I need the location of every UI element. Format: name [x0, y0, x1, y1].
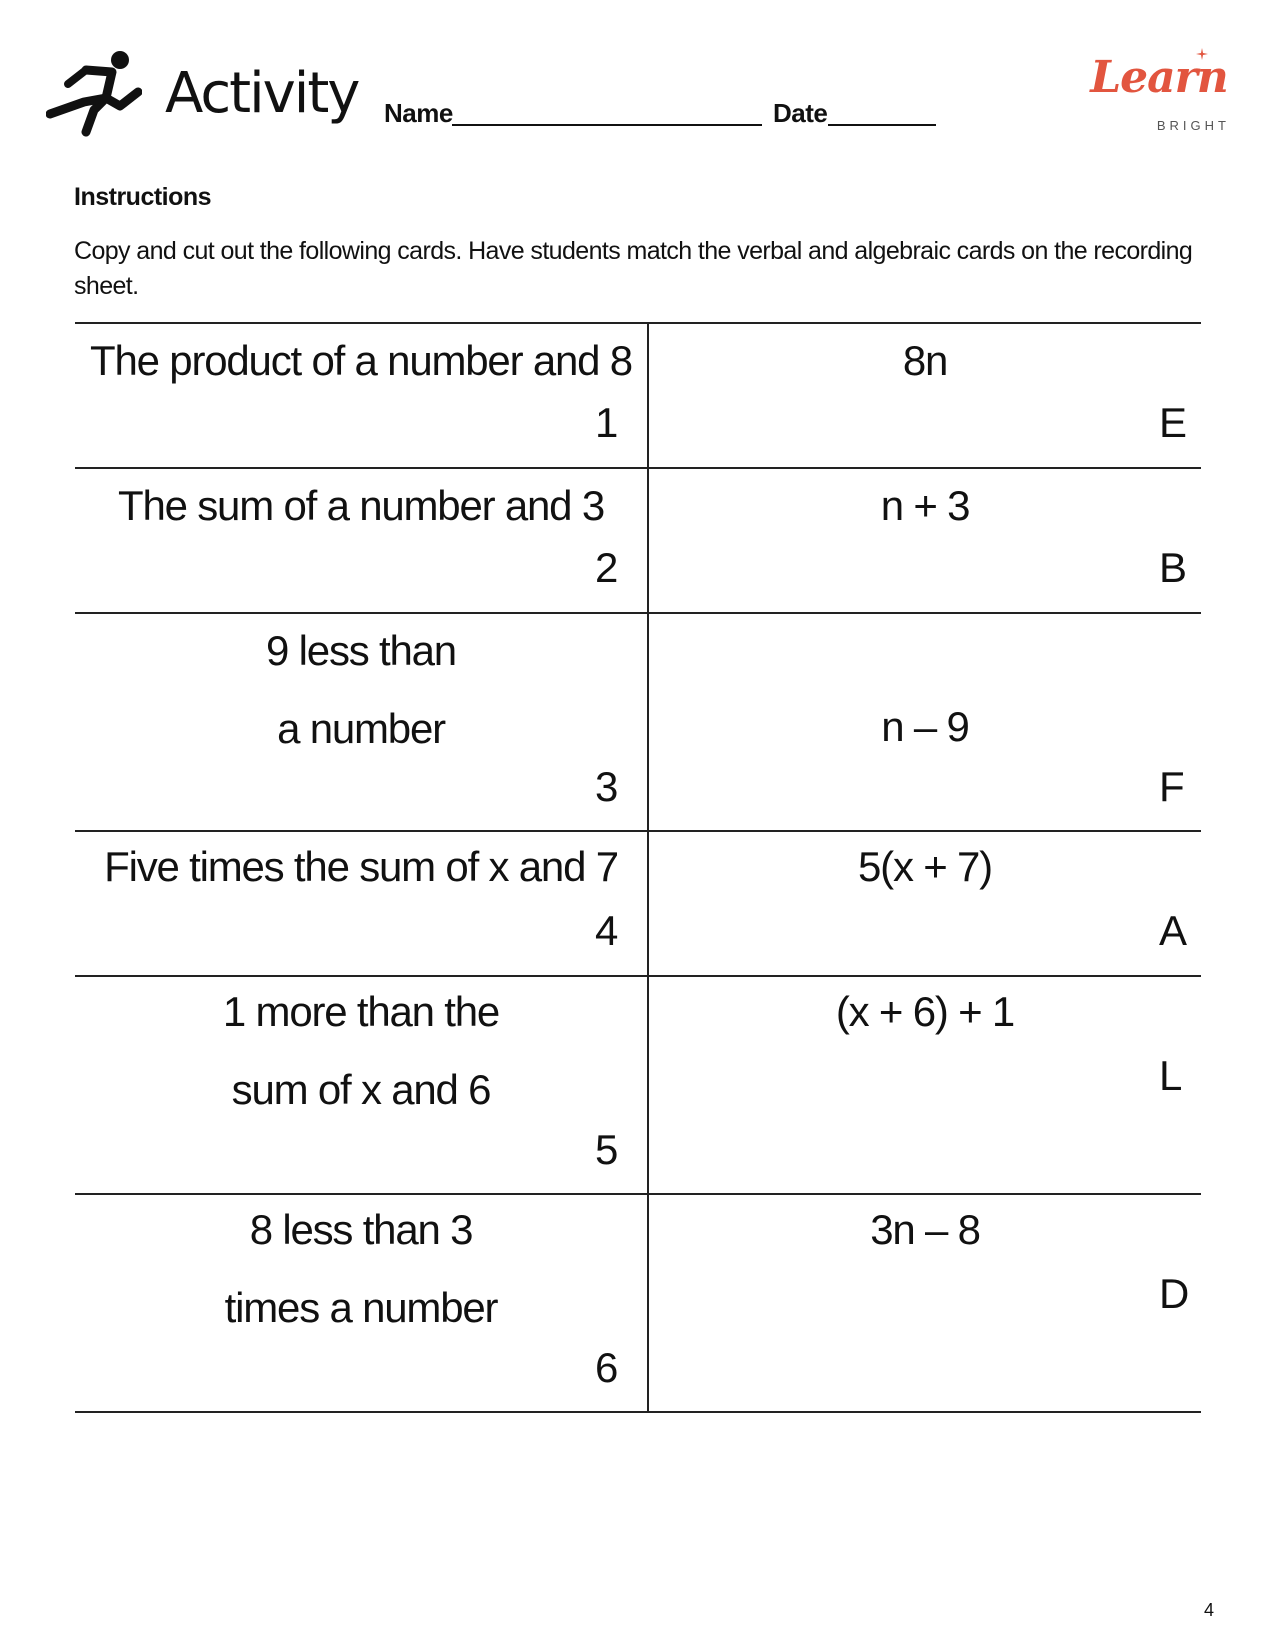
page-header	[0, 0, 1275, 150]
card-number: 2	[595, 544, 618, 591]
verbal-text: Five times the sum of x and 7	[104, 843, 618, 890]
algebraic-text: (x + 6) + 1	[835, 988, 1015, 1035]
verbal-card	[75, 832, 649, 975]
card-number: 3	[595, 763, 618, 810]
name-field[interactable]	[452, 124, 762, 126]
verbal-card	[75, 469, 649, 612]
date-label: Date	[773, 98, 828, 128]
verbal-text: 8 less than 3 times a number	[224, 1206, 498, 1331]
card-row	[75, 832, 1201, 977]
card-number: 4	[595, 907, 618, 954]
card-row	[75, 469, 1201, 614]
card-letter: F	[1159, 763, 1184, 810]
verbal-text: The sum of a number and 3	[118, 482, 604, 529]
verbal-card	[75, 1195, 649, 1411]
verbal-card	[75, 324, 649, 467]
algebraic-card	[649, 832, 1201, 975]
card-letter: L	[1159, 1052, 1182, 1099]
page-title: Activity	[165, 61, 359, 126]
card-number: 6	[595, 1344, 618, 1391]
running-person-icon	[46, 48, 142, 138]
verbal-text: 1 more than the sum of x and 6	[222, 988, 500, 1113]
algebraic-text: 8n	[902, 337, 948, 384]
algebraic-text: 3n – 8	[870, 1206, 980, 1253]
algebraic-card	[649, 469, 1201, 612]
verbal-text: The product of a number and 8	[90, 337, 632, 384]
algebraic-card	[649, 1195, 1201, 1411]
name-label: Name	[384, 98, 453, 128]
card-letter: A	[1159, 907, 1187, 954]
card-row	[75, 324, 1201, 469]
algebraic-card	[649, 977, 1201, 1193]
verbal-card	[75, 977, 649, 1193]
card-row	[75, 977, 1201, 1195]
card-letter: E	[1159, 399, 1187, 446]
page-number: 4	[1204, 1600, 1215, 1620]
card-row	[75, 614, 1201, 832]
logo-word: Learn	[1090, 52, 1228, 103]
card-table	[75, 322, 1201, 1413]
verbal-card	[75, 614, 649, 830]
card-letter: B	[1159, 544, 1187, 591]
algebraic-text: n – 9	[881, 703, 969, 750]
learn-bright-logo	[1084, 52, 1234, 136]
card-number: 5	[595, 1126, 618, 1173]
instructions-heading: Instructions	[74, 183, 212, 211]
algebraic-card	[649, 324, 1201, 467]
algebraic-card	[649, 614, 1201, 830]
date-field[interactable]	[828, 124, 936, 126]
verbal-text: 9 less than a number	[266, 627, 456, 752]
logo-subtitle: BRIGHT	[1156, 118, 1230, 133]
card-letter: D	[1159, 1270, 1189, 1317]
algebraic-text: 5(x + 7)	[858, 843, 992, 890]
algebraic-text: n + 3	[880, 482, 970, 529]
card-number: 1	[595, 399, 618, 446]
card-row	[75, 1195, 1201, 1413]
instructions-text: Copy and cut out the following cards. Have students match the verbal and algebraic cards on the recording sheet.	[74, 237, 1193, 300]
